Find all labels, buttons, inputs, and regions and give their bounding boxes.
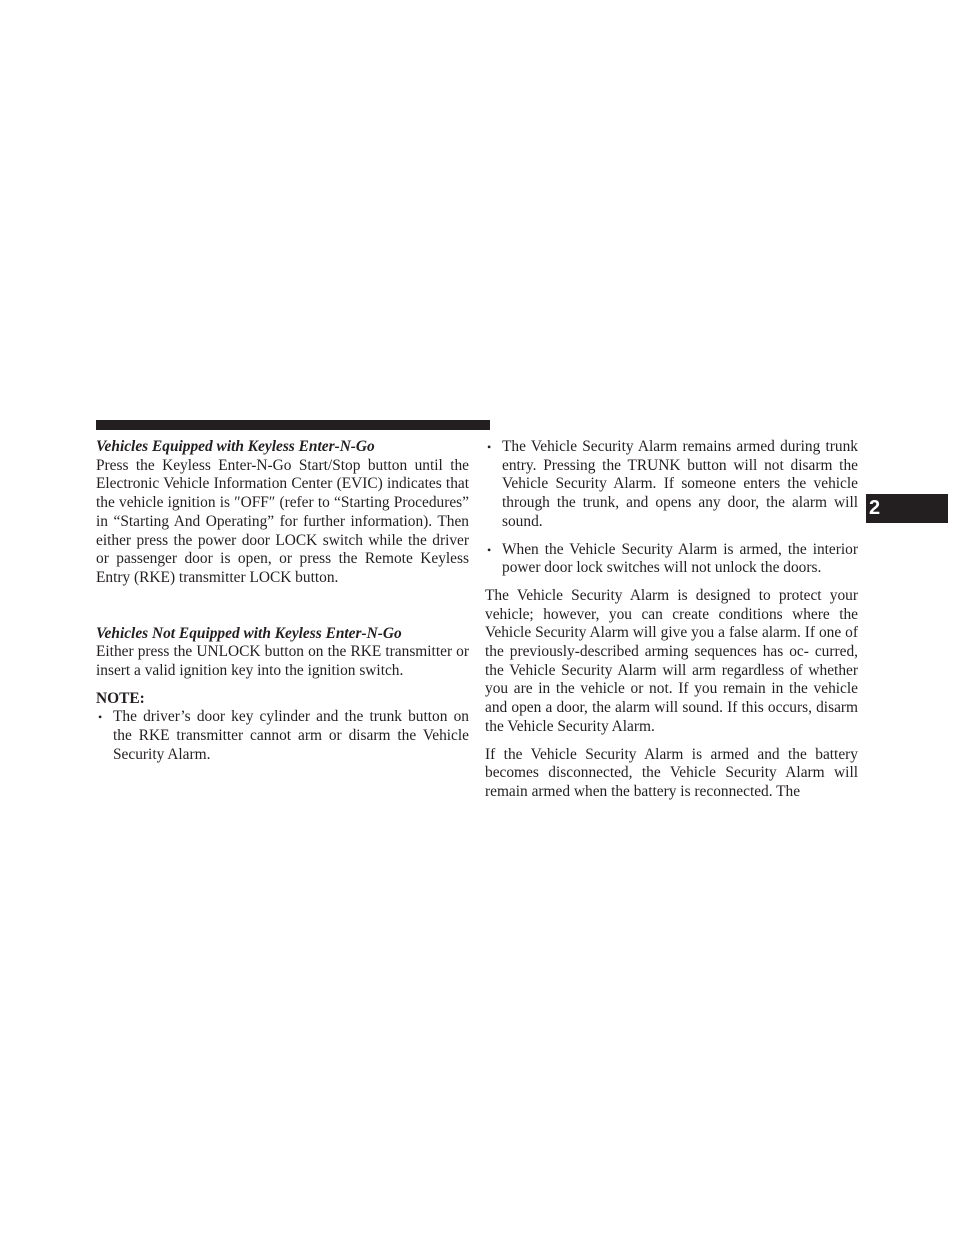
list-item — [96, 708, 469, 764]
section-heading-keyless: Vehicles Equipped with Keyless Enter-N-Go — [96, 438, 375, 455]
section-body-keyless: Press the Keyless Enter-N-Go Start/Stop button until the Electronic Vehicle Information Center (EVIC) indicates that the vehicle ignition is ″OFF″ (refer to “Starting Procedures” in “Starting And Operating” for further information). Then either press the power door LOCK switch while the driver or passenger door is open, or press the Remote Keyless Entry (RKE) transmitter LOCK button. — [96, 456, 469, 586]
paragraph-false-alarm: The Vehicle Security Alarm is designed to protect your vehicle; however, you can create conditions where the Vehicle Security Alarm will give you a false alarm. If one of the previously-described arming sequences has oc- curred, the Vehicle Security Alarm will arm regardless of whether you are in the vehicle or not. If you remain in the vehicle and open a door, the alarm will sound. If this occurs, disarm the Vehicle Security Alarm. — [485, 586, 858, 735]
bullet-icon: • — [487, 542, 492, 557]
list-item-text: When the Vehicle Security Alarm is armed, the interior power door lock switches will not unlock the doors. — [502, 540, 858, 577]
left-column — [96, 438, 469, 765]
right-column — [485, 438, 858, 802]
chapter-tab: 2 — [866, 494, 948, 523]
note-label: NOTE: — [96, 689, 145, 707]
section-top-rule — [96, 420, 490, 430]
bullet-icon: • — [98, 710, 103, 725]
alarm-bullet-list — [485, 438, 858, 578]
paragraph-spacer — [485, 578, 858, 587]
section-heading-not-keyless: Vehicles Not Equipped with Keyless Enter-N-Go — [96, 624, 402, 642]
list-item — [485, 541, 858, 578]
list-item — [485, 438, 858, 532]
list-item-text: The driver’s door key cylinder and the trunk button on the RKE transmitter cannot arm or disarm the Vehicle Security Alarm. — [113, 708, 469, 763]
section-body-not-keyless: Either press the UNLOCK button on the RKE transmitter or insert a valid ignition key into the ignition switch. — [96, 643, 469, 680]
section-spacer — [96, 588, 469, 625]
list-item-text: The Vehicle Security Alarm remains armed during trunk entry. Pressing the TRUNK button will not disarm the Vehicle Security Alarm. If someone enters the vehicle through the trunk, and opens any door, the alarm will sound. — [502, 438, 858, 530]
bullet-icon: • — [487, 440, 492, 454]
paragraph-battery: If the Vehicle Security Alarm is armed and the battery becomes disconnected, the Vehicle Security Alarm will remain armed when the battery is reconnected. The — [485, 745, 858, 800]
paragraph-spacer — [485, 737, 858, 746]
note-bullet-list — [96, 708, 469, 764]
paragraph-spacer — [96, 681, 469, 690]
